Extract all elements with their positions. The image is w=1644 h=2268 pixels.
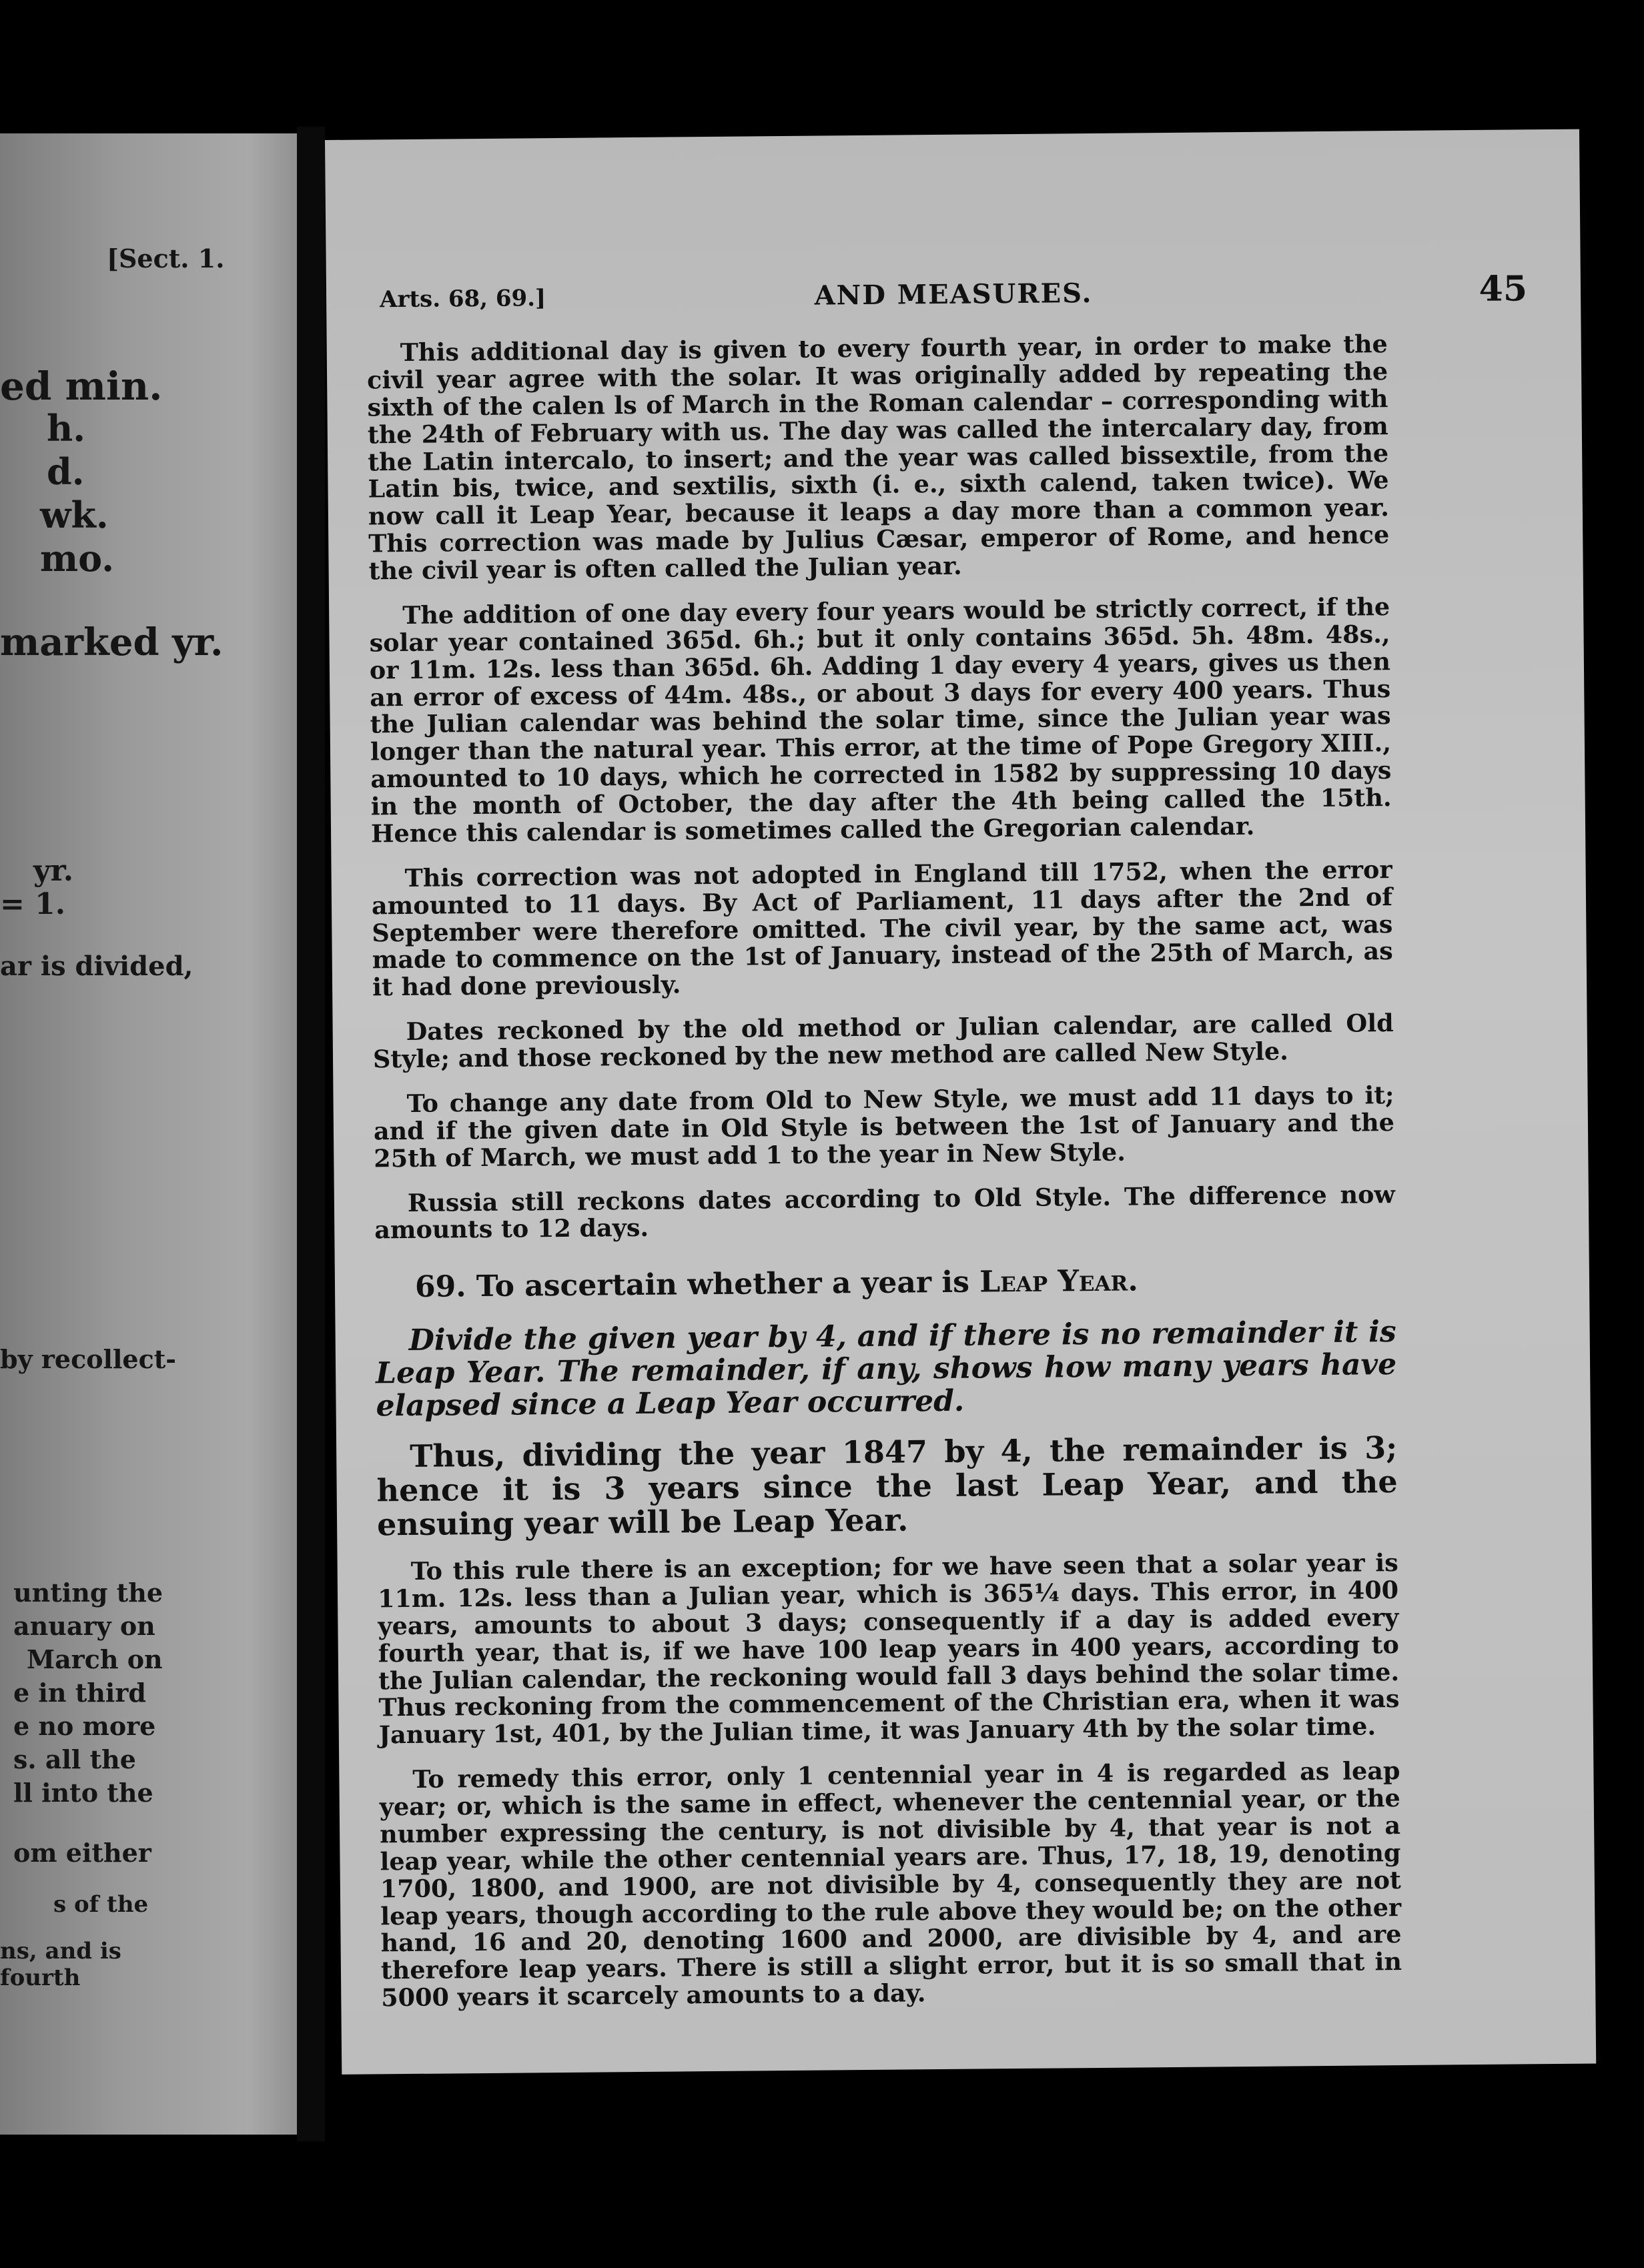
section-heading-term: Leap Year. (979, 1263, 1138, 1299)
left-page-text: e no more (13, 1711, 156, 1741)
rule-text: Divide the given year by 4, and if there is no remainder it is Leap Year. The remainder, if any, shows how many years have elapsed since a Leap Year occurred. (375, 1314, 1397, 1424)
paragraph-remedy: To remedy this error, only 1 centennial year in 4 is regarded as leap year; or, which is the same in effect, whenever the centennial year, or the number expressing the century, is not divisible by 4, that year is not a leap year, while the other centennial years are. Thus, 17, 18, 19, denoting 1700, 1800, and 1900, are not divisible by 4, consequently they are not leap years, though according to the rule above they would be; on the other hand, 16 and 20, denoting 1600 and 2000, are divisible by 4, and are therefore leap years. There is still a slight error, but it is so small that in 5000 years it scarcely amounts to a day. (379, 1756, 1402, 2013)
paragraph-russia: Russia still reckons dates according to Old Style. The difference now amounts to 12 days. (374, 1179, 1396, 1245)
left-page-text: s of the (53, 1891, 149, 1918)
paragraph-old-new-style: Dates reckoned by the old method or Julian calendar, are called Old Style; and those reckoned by the new method are called New Style. (372, 1009, 1394, 1074)
left-page-text: ll into the (13, 1778, 153, 1808)
left-page-text: marked yr. (0, 620, 224, 664)
paragraph-leap-year-origin: This additional day is given to every fourth year, in order to make the civil year agree with the solar. It was originally added by repeating the sixth of the calen ls of March in the Roman calendar – corresponding with the 24th of February with us. The day was called the intercalary day, from the Latin intercalo, to insert; and the year was called bissextile, from the Latin bis, twice, and sextilis, sixth (i. e., sixth calend, taken twice). We now call it Leap Year, because it leaps a day more than a common year. This correction was made by Julius Cæsar, emperor of Rome, and hence the civil year is often called the Julian year. (366, 330, 1390, 586)
left-page-text: fourth (0, 1964, 81, 1991)
left-page-text: e in third (13, 1678, 146, 1708)
page-header (380, 263, 1528, 320)
left-page-text: March on (27, 1644, 163, 1674)
paragraph-julian-error: The addition of one day every four years would be strictly correct, if the solar year contained 365d. 6h.; but it only contains 365d. 5h. 48m. 48s., or 11m. 12s. less than 365d. 6h. Adding 1 day every 4 years, gives us then an error of excess of 44m. 48s., or about 3 days for every 400 years. Thus the Julian calendar was behind the solar time, since the Julian year was longer than the natural year. This error, at the time of Pope Gregory XIII., amounted to 10 days, which he corrected in 1582 by suppressing 10 days in the month of October, the day after the 4th being called the 15th. Hence this calendar is sometimes called the Gregorian calendar. (369, 592, 1392, 848)
book-gutter (297, 127, 325, 2141)
page-number: 45 (1479, 268, 1528, 310)
left-page-text: ed min. (0, 364, 163, 409)
left-page-text: wk. (40, 494, 109, 536)
paragraph-change-date: To change any date from Old to New Style, we must add 11 days to it; and if the given date in Old Style is between the 1st of January and the 25th of March, we must add 1 to the year in New Style. (373, 1080, 1395, 1173)
left-page-text: om either (13, 1838, 151, 1868)
paragraph-exception: To this rule there is an exception; for we have seen that a solar year is 11m. 12s. less than a Julian year, which is 365¼ days. This error, in 400 years, amounts to about 3 days; consequently if a day is added every fourth year, that is, if we have 100 leap years in 400 years, according to the Julian calendar, the reckoning would fall 3 days behind the solar time. Thus reckoning from the commencement of the Christian era, when it was January 1st, 401, by the Julian time, it was January 4th by the solar time. (377, 1548, 1400, 1750)
left-page-text: ar is divided, (0, 951, 193, 982)
left-page-text: h. (47, 407, 86, 450)
left-page-text: = 1. (0, 887, 66, 921)
left-page-fragment (0, 133, 310, 2135)
book-page (325, 129, 1596, 2075)
article-reference: Arts. 68, 69.] (379, 285, 546, 314)
left-page-text: d. (47, 450, 85, 493)
page-body (367, 331, 1402, 2029)
left-page-text: [Sect. 1. (107, 243, 225, 273)
left-page-text: yr. (33, 854, 74, 888)
example-text: Thus, dividing the year 1847 by 4, the remainder is 3; hence it is 3 years since the last Leap Year, and the ensuing year will be Leap Year. (376, 1430, 1398, 1542)
section-heading-text: To ascertain whether a year is (476, 1265, 970, 1304)
running-title: AND MEASURES. (814, 277, 1093, 312)
section-number: 69. (414, 1269, 466, 1305)
left-page-text: by recollect- (0, 1344, 177, 1374)
left-page-text: unting the (13, 1578, 163, 1608)
section-heading (415, 1262, 1396, 1303)
left-page-text: mo. (40, 537, 115, 580)
left-page-text: anuary on (13, 1611, 155, 1641)
left-page-text: s. all the (13, 1744, 136, 1774)
left-page-text: ns, and is (0, 1938, 121, 1964)
paragraph-england-adoption: This correction was not adopted in England till 1752, when the error amounted to 11 days. By Act of Parliament, 11 days after the 2nd of September were therefore omitted. The civil year, by the same act, was made to commence on the 1st of January, instead of the 25th of March, as it had done previously. (371, 855, 1393, 1002)
